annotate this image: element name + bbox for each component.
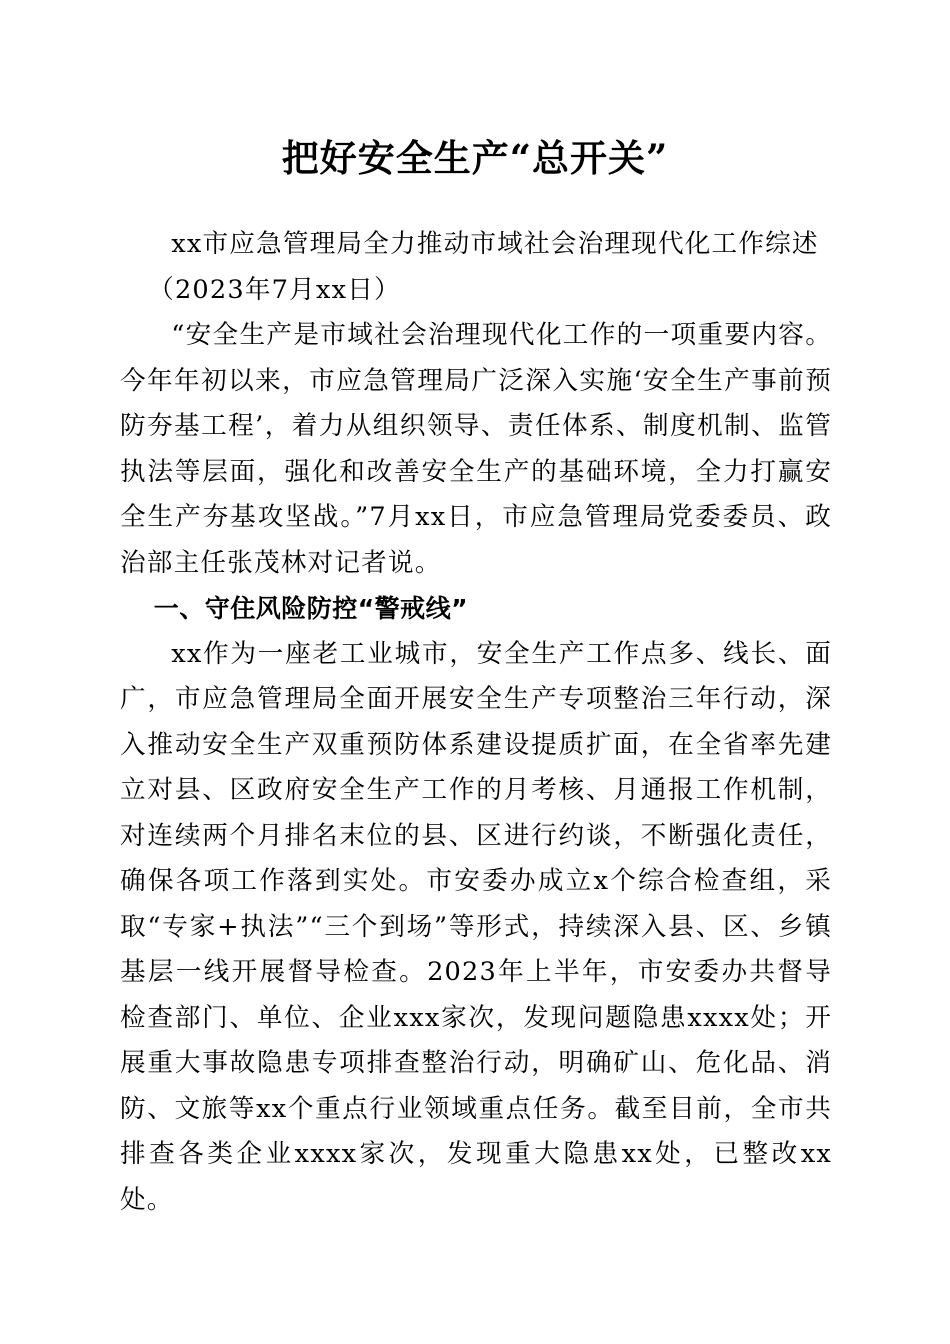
section-paragraph: xx作为一座老工业城市，安全生产工作点多、线长、面广，市应急管理局全面开展安全生产专项整治三年行动，深入推动安全生产双重预防体系建设提质扩面，在全省率先建立对县、区政府安全生产工作的月考核、月通报工作机制，对连续两个月排名末位的县、区进行约谈，不断强化责任，确保各项工作落到实处。市安委办成立x个综合检查组，采取“专家+执法”“三个到场”等形式，持续深入县、区、乡镇基层一线开展督导检查。2023年上半年，市安委办共督导检查部门、单位、企业xxx家次，发现问题隐患xxxx处；开展重大事故隐患专项排查整治行动，明确矿山、危化品、消防、文旅等xx个重点行业领域重点任务。截至目前，全市共排查各类企业xxxx家次，发现重大隐患xx处，已整改xx处。 <box>120 638 832 1215</box>
document-subtitle: xx市应急管理局全力推动市域社会治理现代化工作综述 <box>171 229 819 259</box>
document-date: （2023年7月xx日） <box>148 274 401 305</box>
section-heading: 一、守住风险防控“警戒线” <box>153 594 469 623</box>
intro-paragraph: “安全生产是市域社会治理现代化工作的一项重要内容。今年年初以来，市应急管理局广泛深入实施‘安全生产事前预防夯基工程’，着力从组织领导、责任体系、制度机制、监管执法等层面，强化和改善安全生产的基础环境，全力打赢安全生产夯基攻坚战。”7月xx日，市应急管理局党委委员、政治部主任张茂林对记者说。 <box>120 320 832 578</box>
document-title: 把好安全生产“总开关” <box>281 136 669 180</box>
document-body <box>120 222 832 1223</box>
